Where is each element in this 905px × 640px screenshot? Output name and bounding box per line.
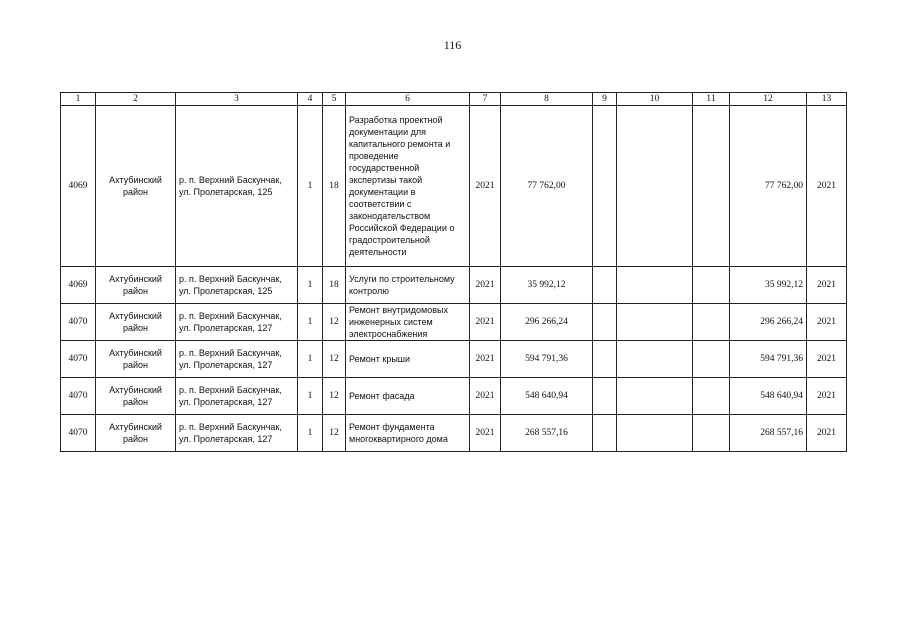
column-header: 9: [593, 93, 617, 106]
col13-year-cell: 2021: [807, 415, 847, 452]
col5-cell: 12: [323, 304, 346, 341]
column-header: 6: [346, 93, 470, 106]
col11-cell: [693, 341, 730, 378]
table-row: [61, 341, 847, 378]
col13-year-cell: 2021: [807, 106, 847, 267]
object-id-cell: 4069: [61, 106, 96, 267]
col11-cell: [693, 304, 730, 341]
work-type-cell: Ремонт фасада: [346, 378, 470, 415]
total-cost-cell: 35 992,12: [501, 267, 593, 304]
total-cost-cell: 296 266,24: [501, 304, 593, 341]
col12-cost-cell: 548 640,94: [730, 378, 807, 415]
col4-cell: 1: [298, 267, 323, 304]
year-cell: 2021: [470, 378, 501, 415]
col4-cell: 1: [298, 106, 323, 267]
col10-cell: [617, 341, 693, 378]
address-cell: р. п. Верхний Баскунчак, ул. Пролетарская, 125: [176, 267, 298, 304]
col9-cell: [593, 341, 617, 378]
work-type-cell: Разработка проектной документации для капитального ремонта и проведение государственной экспертизы такой документации в соответствии с законодательством Российской Федерации о градостроительной деятельности: [346, 106, 470, 267]
column-header: 13: [807, 93, 847, 106]
address-cell: р. п. Верхний Баскунчак, ул. Пролетарская, 127: [176, 378, 298, 415]
district-cell: Ахтубинский район: [96, 267, 176, 304]
column-header: 3: [176, 93, 298, 106]
total-cost-cell: 268 557,16: [501, 415, 593, 452]
column-header: 10: [617, 93, 693, 106]
table-row: [61, 267, 847, 304]
object-id-cell: 4070: [61, 378, 96, 415]
work-type-cell: Ремонт фундамента многоквартирного дома: [346, 415, 470, 452]
col12-cost-cell: 77 762,00: [730, 106, 807, 267]
work-type-cell: Услуги по строительному контролю: [346, 267, 470, 304]
district-cell: Ахтубинский район: [96, 304, 176, 341]
page-number: 116: [443, 38, 462, 52]
district-cell: Ахтубинский район: [96, 415, 176, 452]
col13-year-cell: 2021: [807, 341, 847, 378]
district-cell: Ахтубинский район: [96, 106, 176, 267]
year-cell: 2021: [470, 304, 501, 341]
year-cell: 2021: [470, 341, 501, 378]
year-cell: 2021: [470, 415, 501, 452]
col9-cell: [593, 267, 617, 304]
col4-cell: 1: [298, 415, 323, 452]
object-id-cell: 4069: [61, 267, 96, 304]
col4-cell: 1: [298, 304, 323, 341]
col12-cost-cell: 296 266,24: [730, 304, 807, 341]
col11-cell: [693, 267, 730, 304]
column-header: 2: [96, 93, 176, 106]
total-cost-cell: 548 640,94: [501, 378, 593, 415]
year-cell: 2021: [470, 106, 501, 267]
total-cost-cell: 77 762,00: [501, 106, 593, 267]
address-cell: р. п. Верхний Баскунчак, ул. Пролетарская, 127: [176, 415, 298, 452]
work-type-cell: Ремонт внутридомовых инженерных систем электроснабжения: [346, 304, 470, 341]
column-header: 8: [501, 93, 593, 106]
col12-cost-cell: 268 557,16: [730, 415, 807, 452]
column-header: 4: [298, 93, 323, 106]
object-id-cell: 4070: [61, 341, 96, 378]
object-id-cell: 4070: [61, 304, 96, 341]
col11-cell: [693, 106, 730, 267]
column-header: 12: [730, 93, 807, 106]
total-cost-cell: 594 791,36: [501, 341, 593, 378]
col4-cell: 1: [298, 341, 323, 378]
col9-cell: [593, 106, 617, 267]
col12-cost-cell: 35 992,12: [730, 267, 807, 304]
column-header: 11: [693, 93, 730, 106]
work-type-cell: Ремонт крыши: [346, 341, 470, 378]
col5-cell: 18: [323, 106, 346, 267]
col10-cell: [617, 415, 693, 452]
address-cell: р. п. Верхний Баскунчак, ул. Пролетарская, 127: [176, 304, 298, 341]
address-cell: р. п. Верхний Баскунчак, ул. Пролетарская, 127: [176, 341, 298, 378]
column-header: 7: [470, 93, 501, 106]
col13-year-cell: 2021: [807, 304, 847, 341]
col5-cell: 18: [323, 267, 346, 304]
col10-cell: [617, 267, 693, 304]
col9-cell: [593, 415, 617, 452]
table-row: [61, 378, 847, 415]
year-cell: 2021: [470, 267, 501, 304]
col11-cell: [693, 378, 730, 415]
col10-cell: [617, 304, 693, 341]
column-number-row: [61, 93, 847, 106]
repair-register-table: [60, 92, 847, 452]
col5-cell: 12: [323, 415, 346, 452]
col13-year-cell: 2021: [807, 267, 847, 304]
col4-cell: 1: [298, 378, 323, 415]
col5-cell: 12: [323, 378, 346, 415]
col5-cell: 12: [323, 341, 346, 378]
address-cell: р. п. Верхний Баскунчак, ул. Пролетарская, 125: [176, 106, 298, 267]
table-row: [61, 415, 847, 452]
col9-cell: [593, 378, 617, 415]
object-id-cell: 4070: [61, 415, 96, 452]
column-header: 1: [61, 93, 96, 106]
col13-year-cell: 2021: [807, 378, 847, 415]
table-row: [61, 304, 847, 341]
col10-cell: [617, 378, 693, 415]
col12-cost-cell: 594 791,36: [730, 341, 807, 378]
district-cell: Ахтубинский район: [96, 341, 176, 378]
table-row: [61, 106, 847, 267]
col11-cell: [693, 415, 730, 452]
col9-cell: [593, 304, 617, 341]
district-cell: Ахтубинский район: [96, 378, 176, 415]
col10-cell: [617, 106, 693, 267]
column-header: 5: [323, 93, 346, 106]
